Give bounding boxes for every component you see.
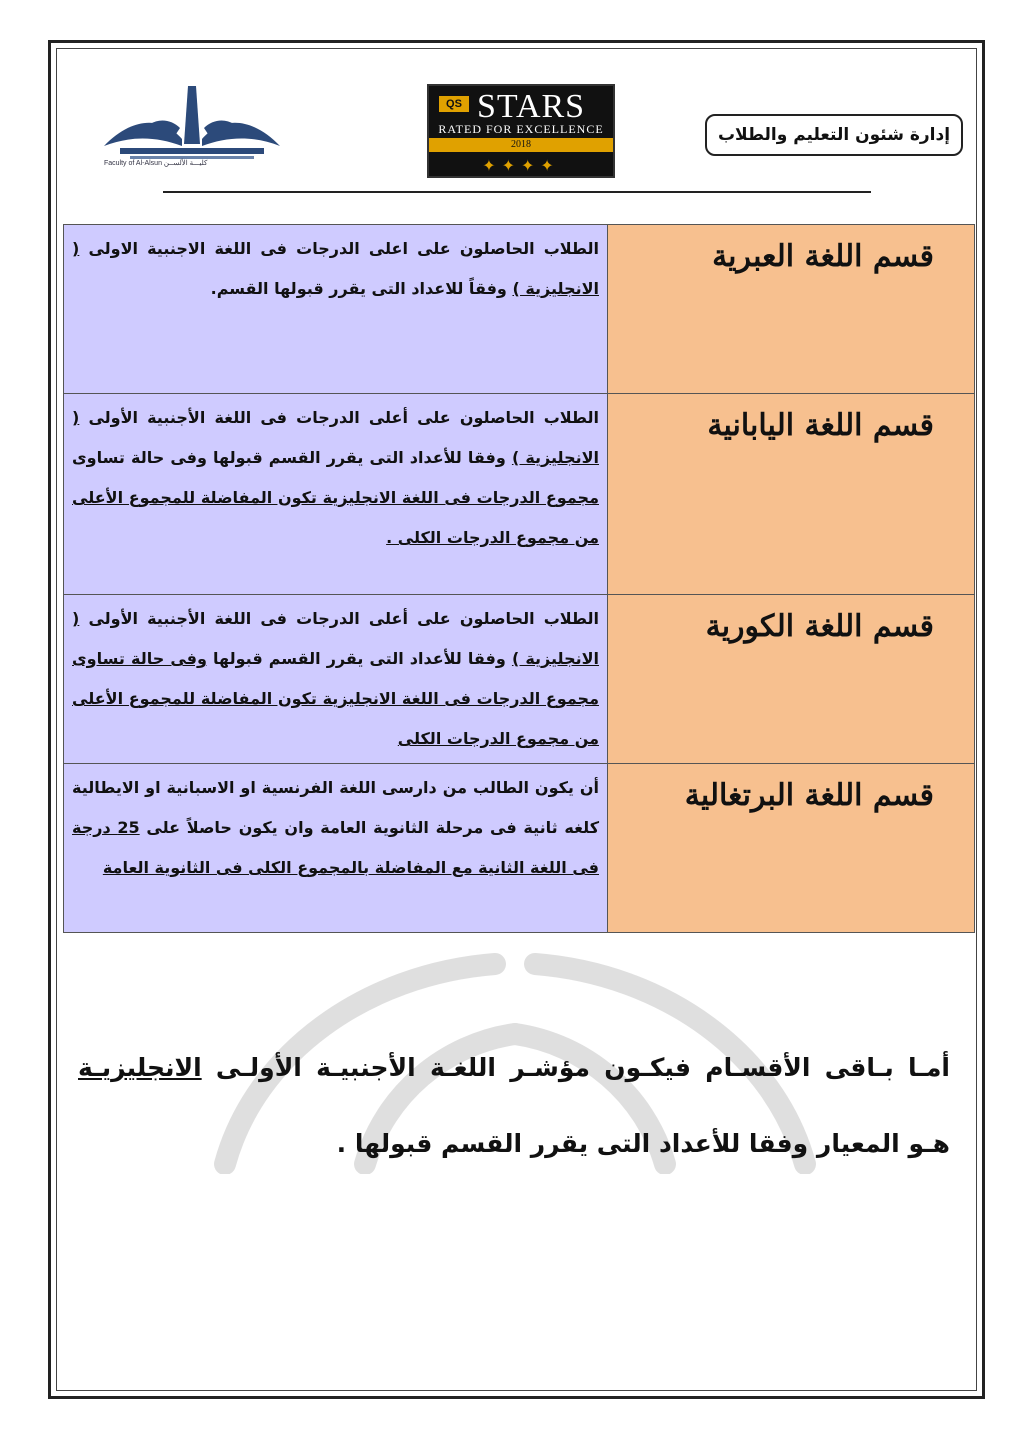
stars-title: STARS [477,88,586,125]
closing-paragraph [78,1030,950,1182]
department-name-cell [608,595,975,764]
stars-rating-icon: ✦✦✦✦ [482,156,560,175]
department-name: قسم اللغة اليابانية [707,408,934,443]
department-description [64,764,607,888]
description-text: أن يكون الطالب من دارسى اللغة الفرنسية او الاسبانية او الايطالية كلغه ثانية فى مرحلة الثانوية العامة وان يكون حاصلاً على [72,778,600,837]
department-description-cell [64,595,608,764]
department-name: قسم اللغة البرتغالية [684,778,934,813]
department-name-cell [608,764,975,933]
description-text-tail: وفقاً للاعداد التى يقرر قبولها القسم. [210,279,513,298]
department-description [64,394,607,558]
department-description [64,595,607,759]
department-name: قسم اللغة العبرية [712,239,934,274]
closing-text-tail: هـو المعيار وفقا للأعداد التى يقرر القسم قبولها . [336,1129,950,1158]
department-title: إدارة شئون التعليم والطلاب [717,125,951,145]
description-text: الطلاب الحاصلون على اعلى الدرجات فى اللغة الاجنبية الاولى [79,239,599,258]
description-text-middle: وفقا للأعداد التى يقرر القسم قبولها [206,649,512,668]
description-text-middle: وفقا للأعداد التى يقرر القسم قبولها وفى حالة تساوى [72,448,512,467]
department-name: قسم اللغة الكورية [705,609,934,644]
closing-text: أمـا بـاقى الأقسـام فيكـون مؤشـر اللغـة الأجنبيـة الأولـى [201,1053,950,1082]
table-row [64,394,975,595]
qs-stars-badge [427,84,615,178]
department-name-cell [608,225,975,394]
description-text: الطلاب الحاصلون على أعلى الدرجات فى اللغة الأجنبية الأولى [79,408,599,427]
table-row [64,225,975,394]
department-description-cell [64,225,608,394]
header-divider [163,191,871,193]
description-underlined-tail: 25 درجة فى اللغة الثانية مع المفاضلة بالمجموع الكلى فى الثانوية العامة [72,818,599,877]
department-description-cell [64,764,608,933]
qs-mark: QS [439,96,469,112]
description-underlined-text: ( الانجليزية ) [72,408,600,467]
stars-year: 2018 [429,138,613,152]
description-underlined-text: ( الانجليزية ) [72,609,600,668]
table-row [64,764,975,933]
description-underlined-tail: وفى حالة تساوى مجموع الدرجات فى اللغة الانجليزية تكون المفاضلة للمجموع الأعلى من مجموع الدرجات الكلى [72,649,599,748]
description-underlined-text: ( الانجليزية ) [72,239,599,298]
table-row [64,595,975,764]
description-underlined-tail: مجموع الدرجات فى اللغة الانجليزية تكون المفاضلة للمجموع الأعلى من مجموع الدرجات الكلى . [72,488,599,547]
faculty-caption: Faculty of Al-Alsun كليـــة الألســن [104,160,208,167]
department-name-cell [608,394,975,595]
departments-table [63,224,975,933]
department-description [64,225,607,309]
stars-subtitle: RATED FOR EXCELLENCE [438,122,604,136]
department-title-box [705,114,963,156]
closing-underlined-text: الانجليزيـة [78,1053,202,1082]
department-description-cell [64,394,608,595]
description-text: الطلاب الحاصلون على أعلى الدرجات فى اللغة الأجنبية الأولى [79,609,599,628]
